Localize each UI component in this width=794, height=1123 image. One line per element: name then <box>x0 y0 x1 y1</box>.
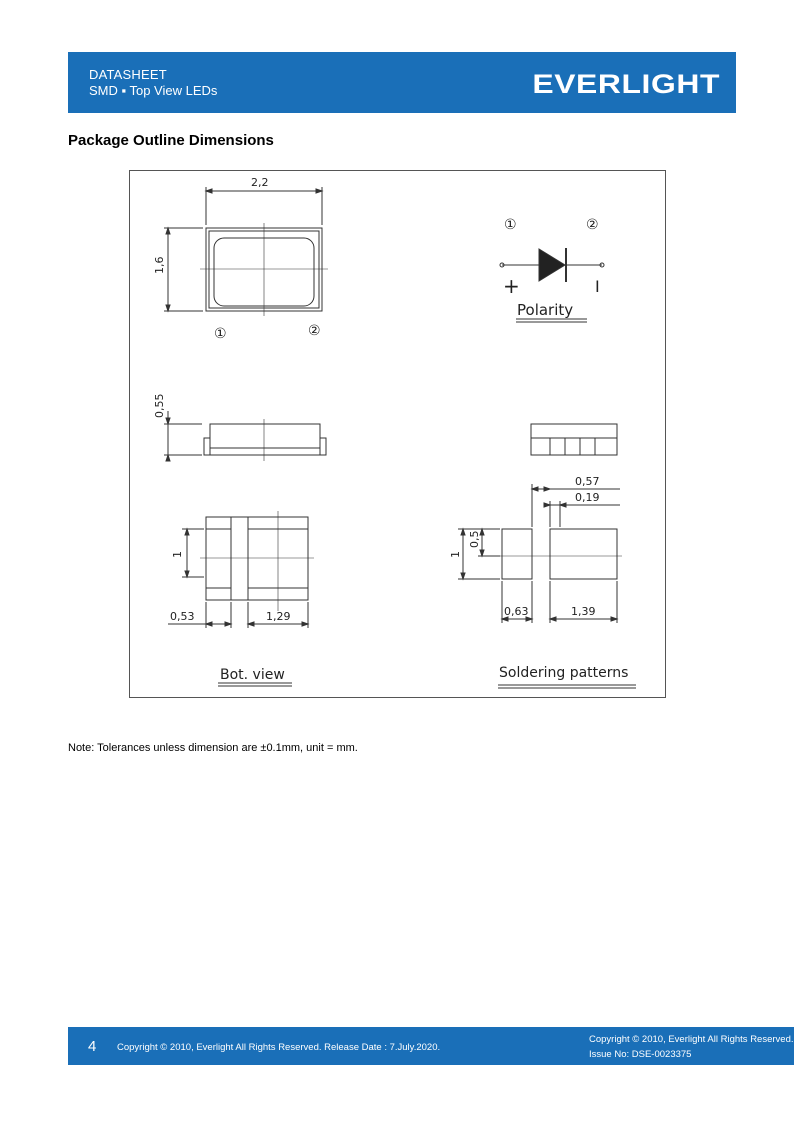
polarity-plus-label: + <box>503 274 520 298</box>
section-title: Package Outline Dimensions <box>68 132 274 149</box>
tolerance-note: Note: Tolerances unless dimension are ±0.1mm, unit = mm. <box>68 742 358 754</box>
dim-bottom-right-label: 1,29 <box>266 610 291 623</box>
polarity-caption: Polarity <box>517 301 574 319</box>
bottom-view-caption: Bot. view <box>220 667 285 683</box>
dim-height-label: 1,6 <box>153 256 166 274</box>
doc-type-label: DATASHEET <box>89 67 167 82</box>
top-view-package <box>200 223 328 316</box>
footer-copyright: Copyright © 2010, Everlight All Rights Reserved. Release Date : 7.July.2020. <box>117 1042 441 1053</box>
dim-bottom-left-label: 0,53 <box>170 610 195 623</box>
header-banner <box>68 52 736 113</box>
top-pin2-label: ② <box>308 323 321 339</box>
polarity-minus-label: I <box>595 277 600 296</box>
dim-solder-inner-label: 0,19 <box>575 491 600 504</box>
everlight-logo: EVERLIGHT <box>532 69 720 99</box>
product-line-label: SMD ▪ Top View LEDs <box>89 83 218 98</box>
polarity-pin2-label: ② <box>586 217 599 233</box>
dim-solder-right-label: 1,39 <box>571 605 596 618</box>
side-view-package <box>204 419 326 461</box>
dim-solder-small-label: 0,5 <box>468 530 481 548</box>
footer-right-copyright: Copyright © 2010, Everlight All Rights Reserved. <box>589 1034 794 1045</box>
soldering-pads <box>492 529 622 579</box>
dim-width-label: 2,2 <box>251 176 269 189</box>
polarity-pin1-label: ① <box>504 217 517 233</box>
top-pin1-label: ① <box>214 326 227 342</box>
dim-side-height-label: 0,55 <box>153 393 166 418</box>
dim-solder-gap-label: 0,57 <box>575 475 600 488</box>
dim-solder-height-label: 1 <box>449 551 462 558</box>
footer-banner <box>68 1027 794 1065</box>
page-number: 4 <box>88 1038 97 1055</box>
package-drawing <box>129 170 666 698</box>
issue-number: Issue No: DSE-0023375 <box>589 1049 692 1060</box>
dim-solder-left-label: 0,63 <box>504 605 529 618</box>
bottom-view-package <box>200 511 314 611</box>
end-view-package <box>531 424 617 455</box>
dim-bottom-height-label: 1 <box>171 551 184 558</box>
soldering-caption: Soldering patterns <box>499 665 629 681</box>
outline-drawing-svg <box>130 171 667 699</box>
